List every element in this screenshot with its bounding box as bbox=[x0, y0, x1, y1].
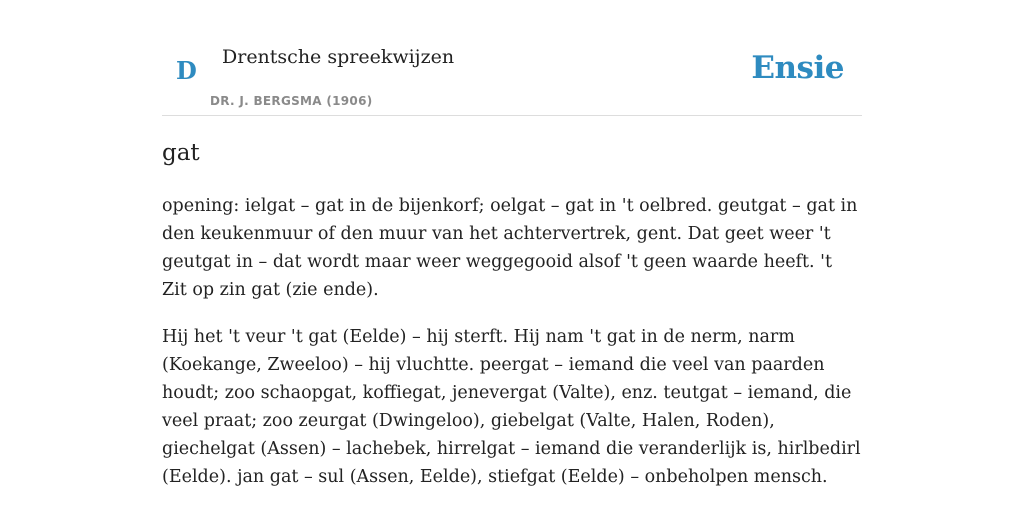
source-letter-badge[interactable]: D bbox=[176, 56, 197, 85]
source-title-link[interactable]: Drentsche spreekwijzen bbox=[222, 46, 455, 68]
entry-paragraph: Hij het 't veur 't gat (Eelde) – hij sterft. Hij nam 't gat in de nerm, narm (Koekange, Zweeloo) – hij vluchtte. peergat – iemand die veel van paarden houdt; zoo schaopgat, koffiegat, jenevergat (Valte), enz. teutgat – iemand, die veel praat; zoo zeurgat (Dwingeloo), giebelgat (Valte, Halen, Roden), giechelgat (Assen) – lachebek, hirrelgat – iemand die veranderlijk is, hirlbedirl (Eelde). jan gat – sul (Assen, Eelde), stiefgat (Eelde) – onbeholpen mensch. bbox=[162, 327, 861, 487]
entry-headword: gat bbox=[162, 140, 200, 166]
source-header bbox=[162, 30, 862, 116]
brand-logo-link[interactable]: Ensie bbox=[751, 50, 844, 86]
entry-paragraph: opening: ielgat – gat in de bijenkorf; oelgat – gat in 't oelbred. geutgat – gat in den keukenmuur of den muur van het achtervertrek, gent. Dat geet weer 't geutgat in – dat wordt maar weer weggegooid alsof 't geen waarde heeft. 't Zit op zin gat (zie ende). bbox=[162, 196, 858, 300]
entry-body bbox=[162, 192, 862, 510]
source-author: DR. J. BERGSMA (1906) bbox=[210, 94, 373, 108]
